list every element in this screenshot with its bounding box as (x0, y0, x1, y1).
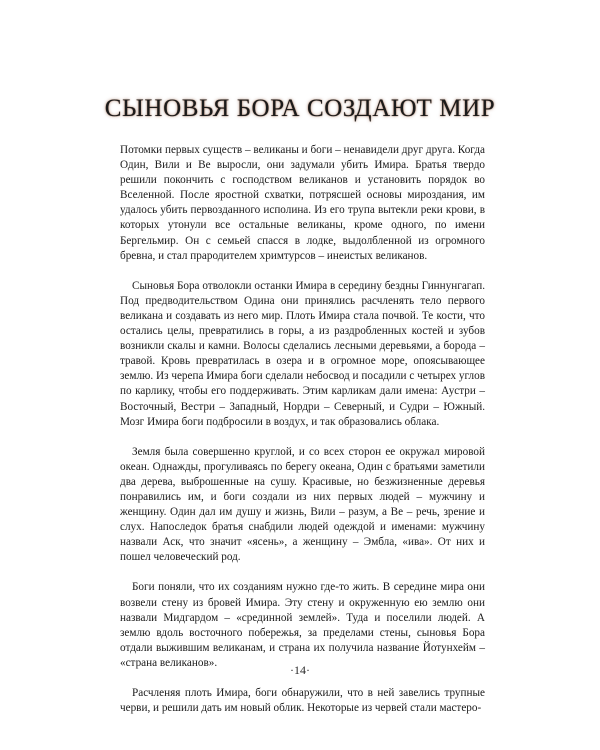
paragraph: Земля была совершенно круглой, и со всех сторон ее окружал мировой океан. Однажды, прогуливаясь по берегу океана, Один с братьями заметили два дерева, выброшенные на сушу. Красивые, но безжизненные деревья понравились им, и боги создали из них первых людей – мужчину и женщину. Один дал им душу и жизнь, Вили – разум, а Ве – речь, зрение и слух. Напоследок братья снабдили людей одеждой и именами: мужчину назвали Аск, что значит «ясень», а женщину – Эмбла, «ива». От них и пошел человеческий род. (120, 445, 485, 564)
paragraph: Потомки первых существ – великаны и боги – ненавидели друг друга. Когда Один, Вили и Ве выросли, они задумали убить Имира. Братья твердо решили покончить с господством великанов и установить порядок во Вселенной. После яростной схватки, потрясшей основы мироздания, им удалось убить первозданного исполина. Из его трупа вытекли реки крови, в которых утонули все остальные великаны, кроме одного, по имени Бергельмир. Он с семьей спасся в лодке, выдолбленной из огромного бревна, и стал прародителем хримтурсов – инеистых великанов. (120, 144, 485, 262)
paragraph: Боги поняли, что их созданиям нужно где-то жить. В середине мира они возвели стену из бровей Имира. Эту стену и окруженную ею землю они назвали Мидгардом – «срединной землей». Туда и поселили людей. А землю вдоль восточного побережья, за пределами стены, сыновья Бора отдали выжившим великанам, и страна их получила название Йотунхейм – «страна великанов». (120, 581, 485, 669)
chapter-title: СЫНОВЬЯ БОРА СОЗДАЮТ МИР (104, 95, 496, 122)
paragraph: Расчленяя плоть Имира, боги обнаружили, что в ней завелись трупные черви, и решили дать им новый облик. Некоторые из червей стали мастеро- (120, 687, 485, 715)
paragraph: Сыновья Бора отволокли останки Имира в середину бездны Гиннунгагап. Под предводительством Одина они принялись расчленять тело первого великана и создавать из него мир. Плоть Имира стала почвой. Те кости, что остались целы, превратились в горы, а из раздробленных костей и зубов возникли скалы и камни. Волосы сделались лесными деревьями, а борода – травой. Кровь превратилась в озера и в огромное море, опоясывающее землю. Из черепа Имира боги сделали небосвод и посадили с четырех углов по карлику, чтобы его поддерживать. Этим карликам дали имена: Аустри – Восточный, Вестри – Западный, Нордри – Северный, и Судри – Южный. Мозг Имира боги подбросили в воздух, и так образовались облака. (120, 279, 485, 428)
body-text (120, 143, 485, 731)
page-number: ·14· (290, 663, 310, 677)
